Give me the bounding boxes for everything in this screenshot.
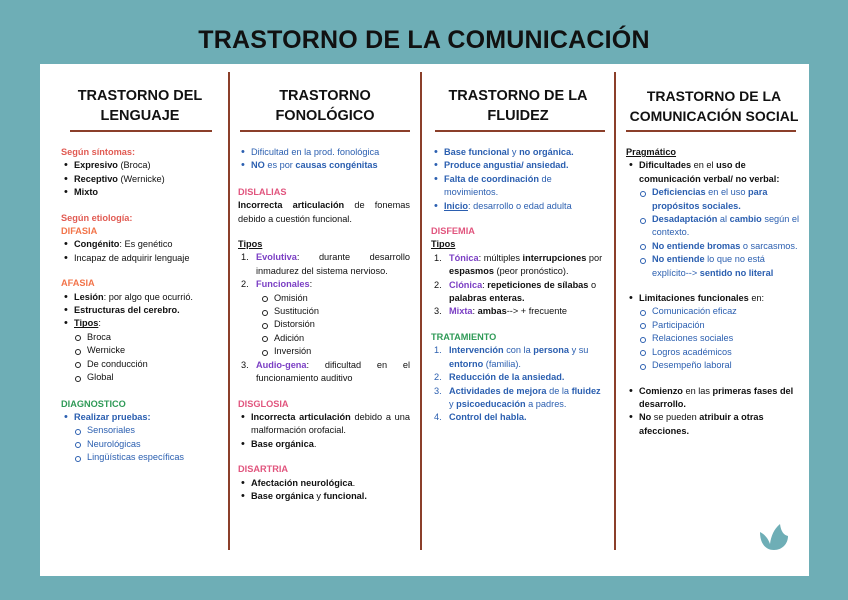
page-title: TRASTORNO DE LA COMUNICACIÓN bbox=[198, 26, 650, 54]
list-item: • Comienzo en las primeras fases del desarrollo. bbox=[626, 385, 801, 412]
list-item: No entiende bromas o sarcasmos. bbox=[626, 240, 801, 253]
list-item: Global bbox=[61, 371, 226, 384]
column-social bbox=[616, 64, 809, 576]
list-item: Lingüísticas específicas bbox=[61, 451, 226, 464]
list-item: Logros académicos bbox=[626, 346, 801, 359]
list-item: No entiende lo que no está explícito--> sentido no literal bbox=[626, 253, 801, 280]
list-item: • Dificultad en la prod. fonológica bbox=[238, 146, 410, 159]
list-item: 1. Evolutiva: durante desarrollo inmadurez del sistema nervioso. bbox=[241, 252, 410, 276]
list-item: • Estructuras del cerebro. bbox=[61, 304, 226, 317]
section-title: AFASIA bbox=[61, 278, 95, 289]
list-item: 3. Mixta: ambas--> + frecuente bbox=[434, 306, 567, 317]
list-item: • Base funcional y no orgánica. bbox=[431, 146, 603, 159]
list-item: • Congénito: Es genético bbox=[61, 238, 226, 251]
list-item: • Limitaciones funcionales en: bbox=[626, 292, 801, 305]
list-item: Broca bbox=[61, 331, 226, 344]
section-title: TRATAMIENTO bbox=[431, 331, 497, 342]
column-fluidez bbox=[422, 64, 614, 576]
list-item: 4. Control del habla. bbox=[434, 412, 527, 423]
section-title: Tipos bbox=[431, 239, 456, 250]
column-heading: TRASTORNO FONOLÓGICO bbox=[275, 88, 375, 124]
section-title: DIFASIA bbox=[61, 226, 98, 237]
list-item: Deficiencias en el uso para propósitos sociales. bbox=[626, 186, 801, 213]
section-title: DISGLOSIA bbox=[238, 398, 289, 409]
section-title: DIAGNOSTICO bbox=[61, 398, 126, 409]
list-item: Wernicke bbox=[61, 344, 226, 357]
list-item: Desadaptación al cambio según el contexto. bbox=[626, 213, 801, 240]
list-item: Sensoriales bbox=[61, 424, 226, 437]
section-title: DISARTRIA bbox=[238, 464, 289, 475]
list-item: 1. Intervención con la persona y su entorno (familia). bbox=[434, 345, 589, 369]
list-item: • Incapaz de adquirir lenguaje bbox=[61, 252, 226, 265]
column-fonologico bbox=[230, 64, 420, 576]
list-item: Desempeño laboral bbox=[626, 359, 801, 372]
section-title: Según etiología: bbox=[61, 212, 133, 223]
list-item: • Falta de coordinación de movimientos. bbox=[431, 173, 603, 200]
list-item: Omisión bbox=[248, 292, 410, 305]
list-item: 3. Actividades de mejora de la fluidez y psicoeducación a padres. bbox=[434, 385, 601, 409]
column-heading: TRASTORNO DE LA COMUNICACIÓN SOCIAL bbox=[629, 88, 799, 124]
section-title: Pragmático bbox=[626, 147, 677, 157]
list-item: 2. Clónica: repeticiones de sílabas o palabras enteras. bbox=[434, 279, 597, 304]
list-item: • Base orgánica. bbox=[238, 438, 410, 451]
column-heading: TRASTORNO DE LA FLUIDEZ bbox=[448, 88, 588, 124]
list-item: Neurológicas bbox=[61, 438, 226, 451]
leaf-sprout-icon bbox=[754, 514, 794, 554]
column-heading: TRASTORNO DEL LENGUAJE bbox=[77, 88, 203, 124]
list-item: 1. Tónica: múltiples interrupciones por espasmos (peor pronóstico). bbox=[434, 252, 603, 277]
list-item: • NO es por causas congénitas bbox=[238, 159, 410, 172]
list-item: Adición bbox=[248, 332, 410, 345]
list-item: 3. Audio-gena: dificultad en el funcionamiento auditivo bbox=[241, 359, 410, 384]
list-item: 2. Reducción de la ansiedad. bbox=[434, 372, 565, 383]
list-item: • Inicio: desarrollo o edad adulta bbox=[431, 200, 603, 213]
list-item: • Realizar pruebas: bbox=[61, 411, 226, 424]
list-item: • Receptivo (Wernicke) bbox=[61, 173, 226, 186]
paragraph: Incorrecta articulación de fonemas debido a cuestión funcional. bbox=[238, 200, 410, 224]
section-title: Según síntomas: bbox=[61, 147, 136, 157]
list-item: 2. Funcionales: bbox=[241, 279, 313, 290]
section-title: Tipos bbox=[238, 239, 263, 250]
list-item: • Expresivo (Broca) bbox=[61, 159, 226, 172]
list-item: • Dificultades en el uso de comunicación verbal/ no verbal: bbox=[626, 159, 801, 186]
list-item: Sustitución bbox=[248, 305, 410, 318]
list-item: • Produce angustia/ ansiedad. bbox=[431, 159, 603, 172]
section-title: DISFEMIA bbox=[431, 226, 475, 237]
list-item: De conducción bbox=[61, 358, 226, 371]
section-title: DISLALIAS bbox=[238, 186, 287, 197]
content-panel bbox=[40, 64, 809, 576]
list-item: • Incorrecta articulación debido a una malformación orofacial. bbox=[238, 411, 410, 438]
list-item: Relaciones sociales bbox=[626, 332, 801, 345]
column-lenguaje bbox=[40, 64, 228, 576]
list-item: • Base orgánica y funcional. bbox=[238, 490, 410, 503]
list-item: • Lesión: por algo que ocurrió. bbox=[61, 291, 226, 304]
list-item: Distorsión bbox=[248, 318, 410, 331]
list-item: Comunicación eficaz bbox=[626, 305, 801, 318]
list-item: • Afectación neurológica. bbox=[238, 477, 410, 490]
list-item: Participación bbox=[626, 319, 801, 332]
list-item: • Mixto bbox=[61, 186, 226, 199]
list-item: • Tipos: bbox=[61, 317, 226, 330]
list-item: • No se pueden atribuir a otras afecciones. bbox=[626, 411, 801, 438]
list-item: Inversión bbox=[248, 345, 410, 358]
